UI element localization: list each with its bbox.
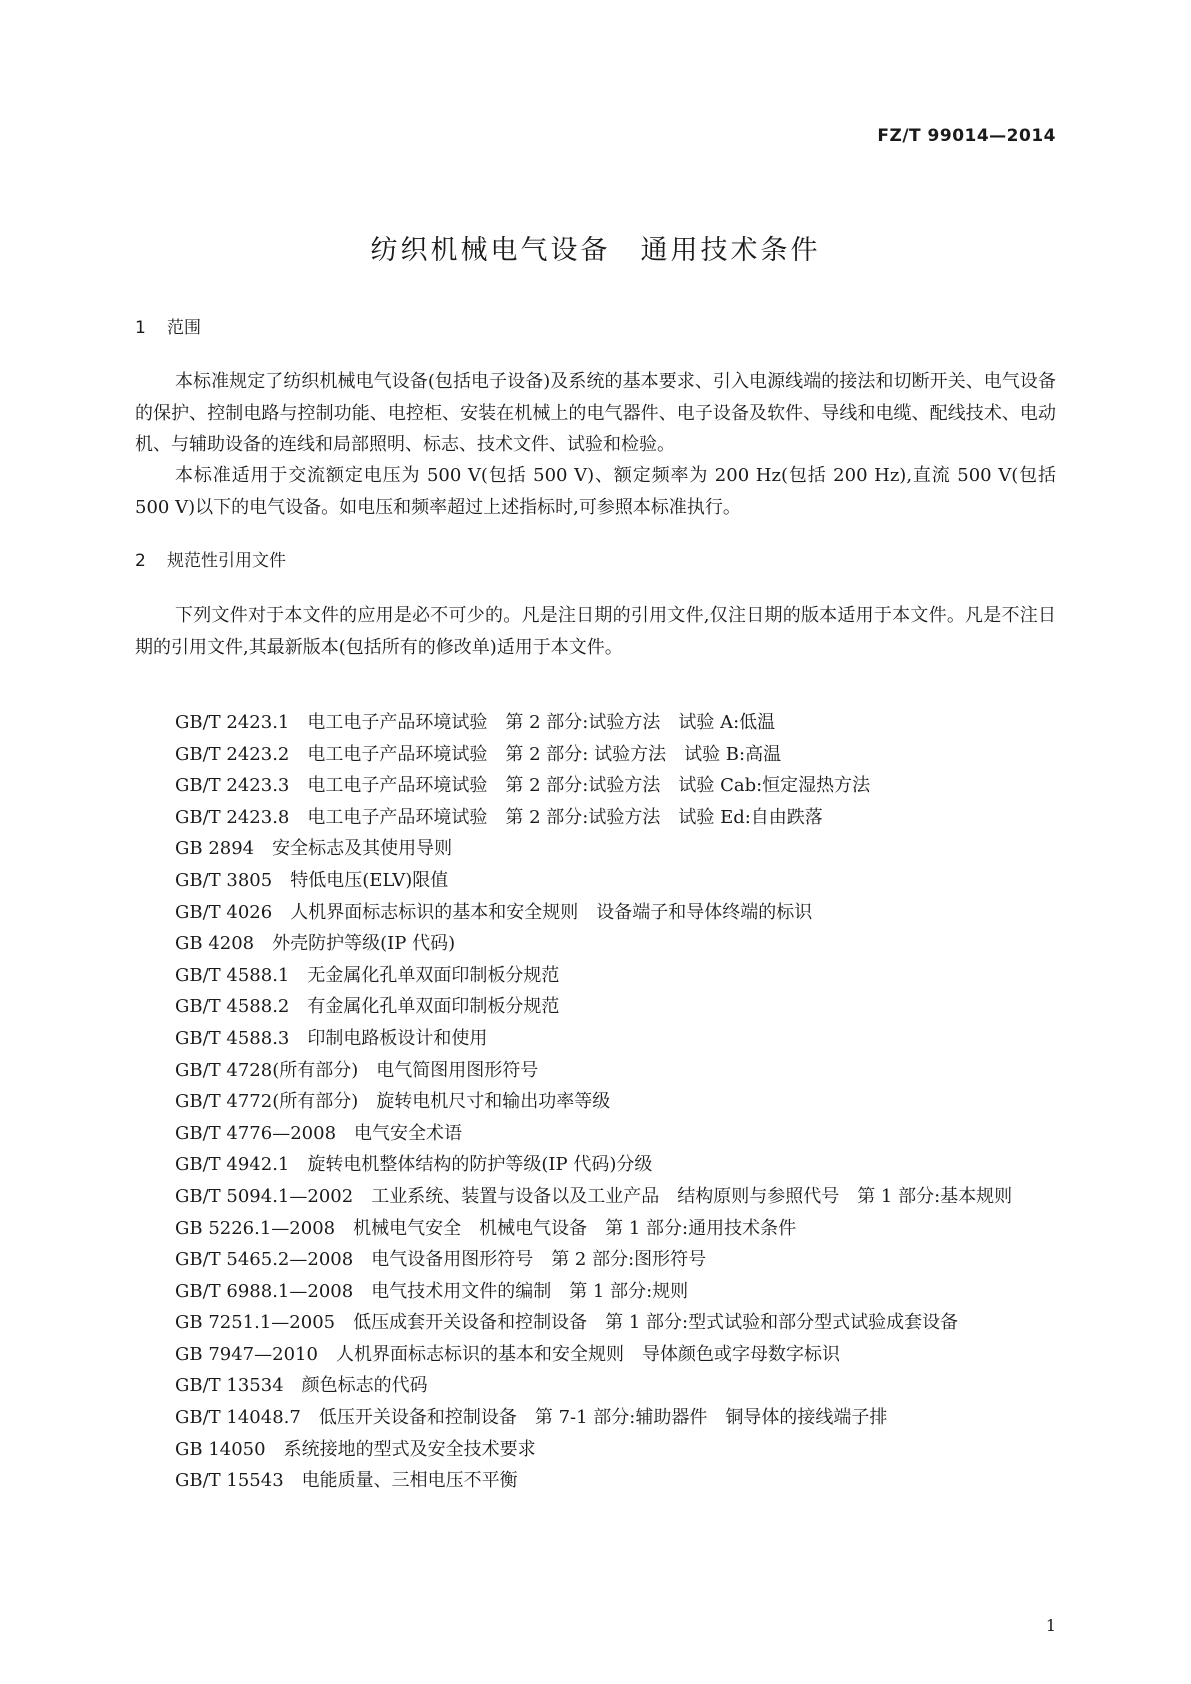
reference-code: GB/T 4026 bbox=[175, 901, 273, 923]
reference-code: GB/T 14048.7 bbox=[175, 1407, 301, 1429]
reference-item bbox=[135, 1244, 1056, 1276]
reference-code: GB 7251.1—2005 bbox=[175, 1312, 336, 1334]
section-1-paragraph-1: 本标准规定了纺织机械电气设备(包括电子设备)及系统的基本要求、引入电源线端的接法和切断开关、电气设备的保护、控制电路与控制功能、电控柜、安装在机械上的电气器件、电子设备及软件、导线和电缆、配线技术、电动机、与辅助设备的连线和局部照明、标志、技术文件、试验和检验。 bbox=[135, 371, 1056, 455]
reference-code: GB/T 5465.2—2008 bbox=[175, 1249, 354, 1271]
reference-item bbox=[135, 739, 1056, 771]
section-2-number: 2 bbox=[135, 551, 146, 571]
reference-title: 电气简图用图形符号 bbox=[376, 1059, 539, 1081]
reference-title: 人机界面标志标识的基本和安全规则 设备端子和导体终端的标识 bbox=[290, 901, 813, 923]
reference-item bbox=[135, 865, 1056, 897]
reference-item bbox=[135, 1118, 1056, 1150]
section-1-heading bbox=[135, 313, 201, 338]
reference-item bbox=[135, 1086, 1056, 1118]
section-1-paragraph-2: 本标准适用于交流额定电压为 500 V(包括 500 V)、额定频率为 200 Hz(包括 200 Hz),直流 500 V(包括 500 V)以下的电气设备。如电压和频率超过上述指标时,可参照本标准执行。 bbox=[135, 465, 1056, 518]
reference-title: 特低电压(ELV)限值 bbox=[290, 869, 449, 891]
reference-item bbox=[135, 802, 1056, 834]
reference-title: 安全标志及其使用导则 bbox=[272, 838, 453, 860]
reference-code: GB/T 2423.2 bbox=[175, 743, 290, 765]
reference-code: GB 2894 bbox=[175, 838, 255, 860]
reference-item bbox=[135, 1276, 1056, 1308]
reference-title: 旋转电机整体结构的防护等级(IP 代码)分级 bbox=[307, 1154, 653, 1176]
document-title: 纺织机械电气设备 通用技术条件 bbox=[370, 235, 821, 266]
reference-code: GB/T 2423.1 bbox=[175, 712, 290, 733]
reference-title: 电工电子产品环境试验 第 2 部分:试验方法 试验 Ed:自由跌落 bbox=[307, 806, 823, 828]
reference-item bbox=[135, 707, 1056, 739]
reference-item bbox=[135, 1055, 1056, 1087]
reference-code: GB/T 4588.2 bbox=[175, 996, 290, 1018]
reference-title: 电工电子产品环境试验 第 2 部分:试验方法 试验 A:低温 bbox=[307, 712, 776, 733]
reference-code: GB/T 4772(所有部分) bbox=[175, 1091, 359, 1113]
reference-title: 低压开关设备和控制设备 第 7-1 部分:辅助器件 铜导体的接线端子排 bbox=[318, 1407, 888, 1429]
section-2-title: 规范性引用文件 bbox=[167, 551, 286, 571]
reference-title: 电气安全术语 bbox=[354, 1122, 463, 1144]
reference-title: 旋转电机尺寸和输出功率等级 bbox=[376, 1091, 611, 1113]
reference-item bbox=[135, 1402, 1056, 1434]
reference-code: GB/T 15543 bbox=[175, 1470, 284, 1492]
reference-title: 系统接地的型式及安全技术要求 bbox=[283, 1438, 536, 1460]
reference-item bbox=[135, 833, 1056, 865]
reference-item bbox=[135, 1181, 1056, 1213]
reference-code: GB/T 13534 bbox=[175, 1375, 284, 1397]
reference-title: 人机界面标志标识的基本和安全规则 导体颜色或字母数字标识 bbox=[335, 1343, 840, 1365]
reference-item bbox=[135, 770, 1056, 802]
reference-code: GB/T 4776—2008 bbox=[175, 1122, 337, 1144]
section-2-heading bbox=[135, 546, 286, 571]
page-number: 1 bbox=[1045, 1616, 1056, 1635]
reference-item bbox=[135, 960, 1056, 992]
reference-list bbox=[135, 707, 1056, 1497]
reference-title: 印制电路板设计和使用 bbox=[307, 1027, 488, 1049]
reference-title: 有金属化孔单双面印制板分规范 bbox=[307, 996, 560, 1018]
section-2-intro: 下列文件对于本文件的应用是必不可少的。凡是注日期的引用文件,仅注日期的版本适用于本文件。凡是不注日期的引用文件,其最新版本(包括所有的修改单)适用于本文件。 bbox=[135, 605, 1056, 658]
reference-title: 机械电气安全 机械电气设备 第 1 部分:通用技术条件 bbox=[353, 1217, 797, 1239]
section-1-title: 范围 bbox=[167, 318, 201, 338]
reference-code: GB/T 3805 bbox=[175, 869, 273, 891]
reference-title: 工业系统、装置与设备以及工业产品 结构原则与参照代号 第 1 部分:基本规则 bbox=[371, 1185, 1013, 1207]
reference-item bbox=[135, 1434, 1056, 1466]
reference-title: 电气设备用图形符号 第 2 部分:图形符号 bbox=[371, 1249, 707, 1271]
reference-item bbox=[135, 1370, 1056, 1402]
reference-title: 低压成套开关设备和控制设备 第 1 部分:型式试验和部分型式试验成套设备 bbox=[353, 1312, 959, 1334]
reference-item bbox=[135, 1149, 1056, 1181]
reference-title: 外壳防护等级(IP 代码) bbox=[272, 933, 456, 955]
reference-title: 电工电子产品环境试验 第 2 部分: 试验方法 试验 B:高温 bbox=[307, 743, 782, 765]
reference-code: GB 5226.1—2008 bbox=[175, 1217, 336, 1239]
reference-title: 电气技术用文件的编制 第 1 部分:规则 bbox=[371, 1280, 689, 1302]
reference-code: GB/T 4588.3 bbox=[175, 1027, 290, 1049]
reference-code: GB/T 4588.1 bbox=[175, 964, 290, 986]
reference-title: 电工电子产品环境试验 第 2 部分:试验方法 试验 Cab:恒定湿热方法 bbox=[307, 775, 871, 797]
section-1-number: 1 bbox=[135, 318, 146, 338]
reference-item bbox=[135, 1023, 1056, 1055]
reference-item bbox=[135, 1213, 1056, 1245]
reference-code: GB 4208 bbox=[175, 933, 255, 955]
reference-code: GB 14050 bbox=[175, 1438, 266, 1460]
reference-code: GB/T 5094.1—2002 bbox=[175, 1185, 354, 1207]
reference-code: GB/T 2423.8 bbox=[175, 806, 290, 828]
reference-item bbox=[135, 991, 1056, 1023]
reference-title: 无金属化孔单双面印制板分规范 bbox=[307, 964, 560, 986]
reference-item bbox=[135, 928, 1056, 960]
reference-code: GB 7947—2010 bbox=[175, 1343, 318, 1365]
standard-code: FZ/T 99014—2014 bbox=[877, 126, 1056, 146]
reference-item bbox=[135, 1465, 1056, 1497]
reference-code: GB/T 4942.1 bbox=[175, 1154, 290, 1176]
reference-code: GB/T 6988.1—2008 bbox=[175, 1280, 354, 1302]
reference-title: 电能质量、三相电压不平衡 bbox=[301, 1470, 518, 1492]
reference-item bbox=[135, 1339, 1056, 1371]
reference-code: GB/T 2423.3 bbox=[175, 775, 290, 797]
reference-item bbox=[135, 1307, 1056, 1339]
reference-title: 颜色标志的代码 bbox=[301, 1375, 428, 1397]
reference-code: GB/T 4728(所有部分) bbox=[175, 1059, 359, 1081]
reference-item bbox=[135, 897, 1056, 929]
